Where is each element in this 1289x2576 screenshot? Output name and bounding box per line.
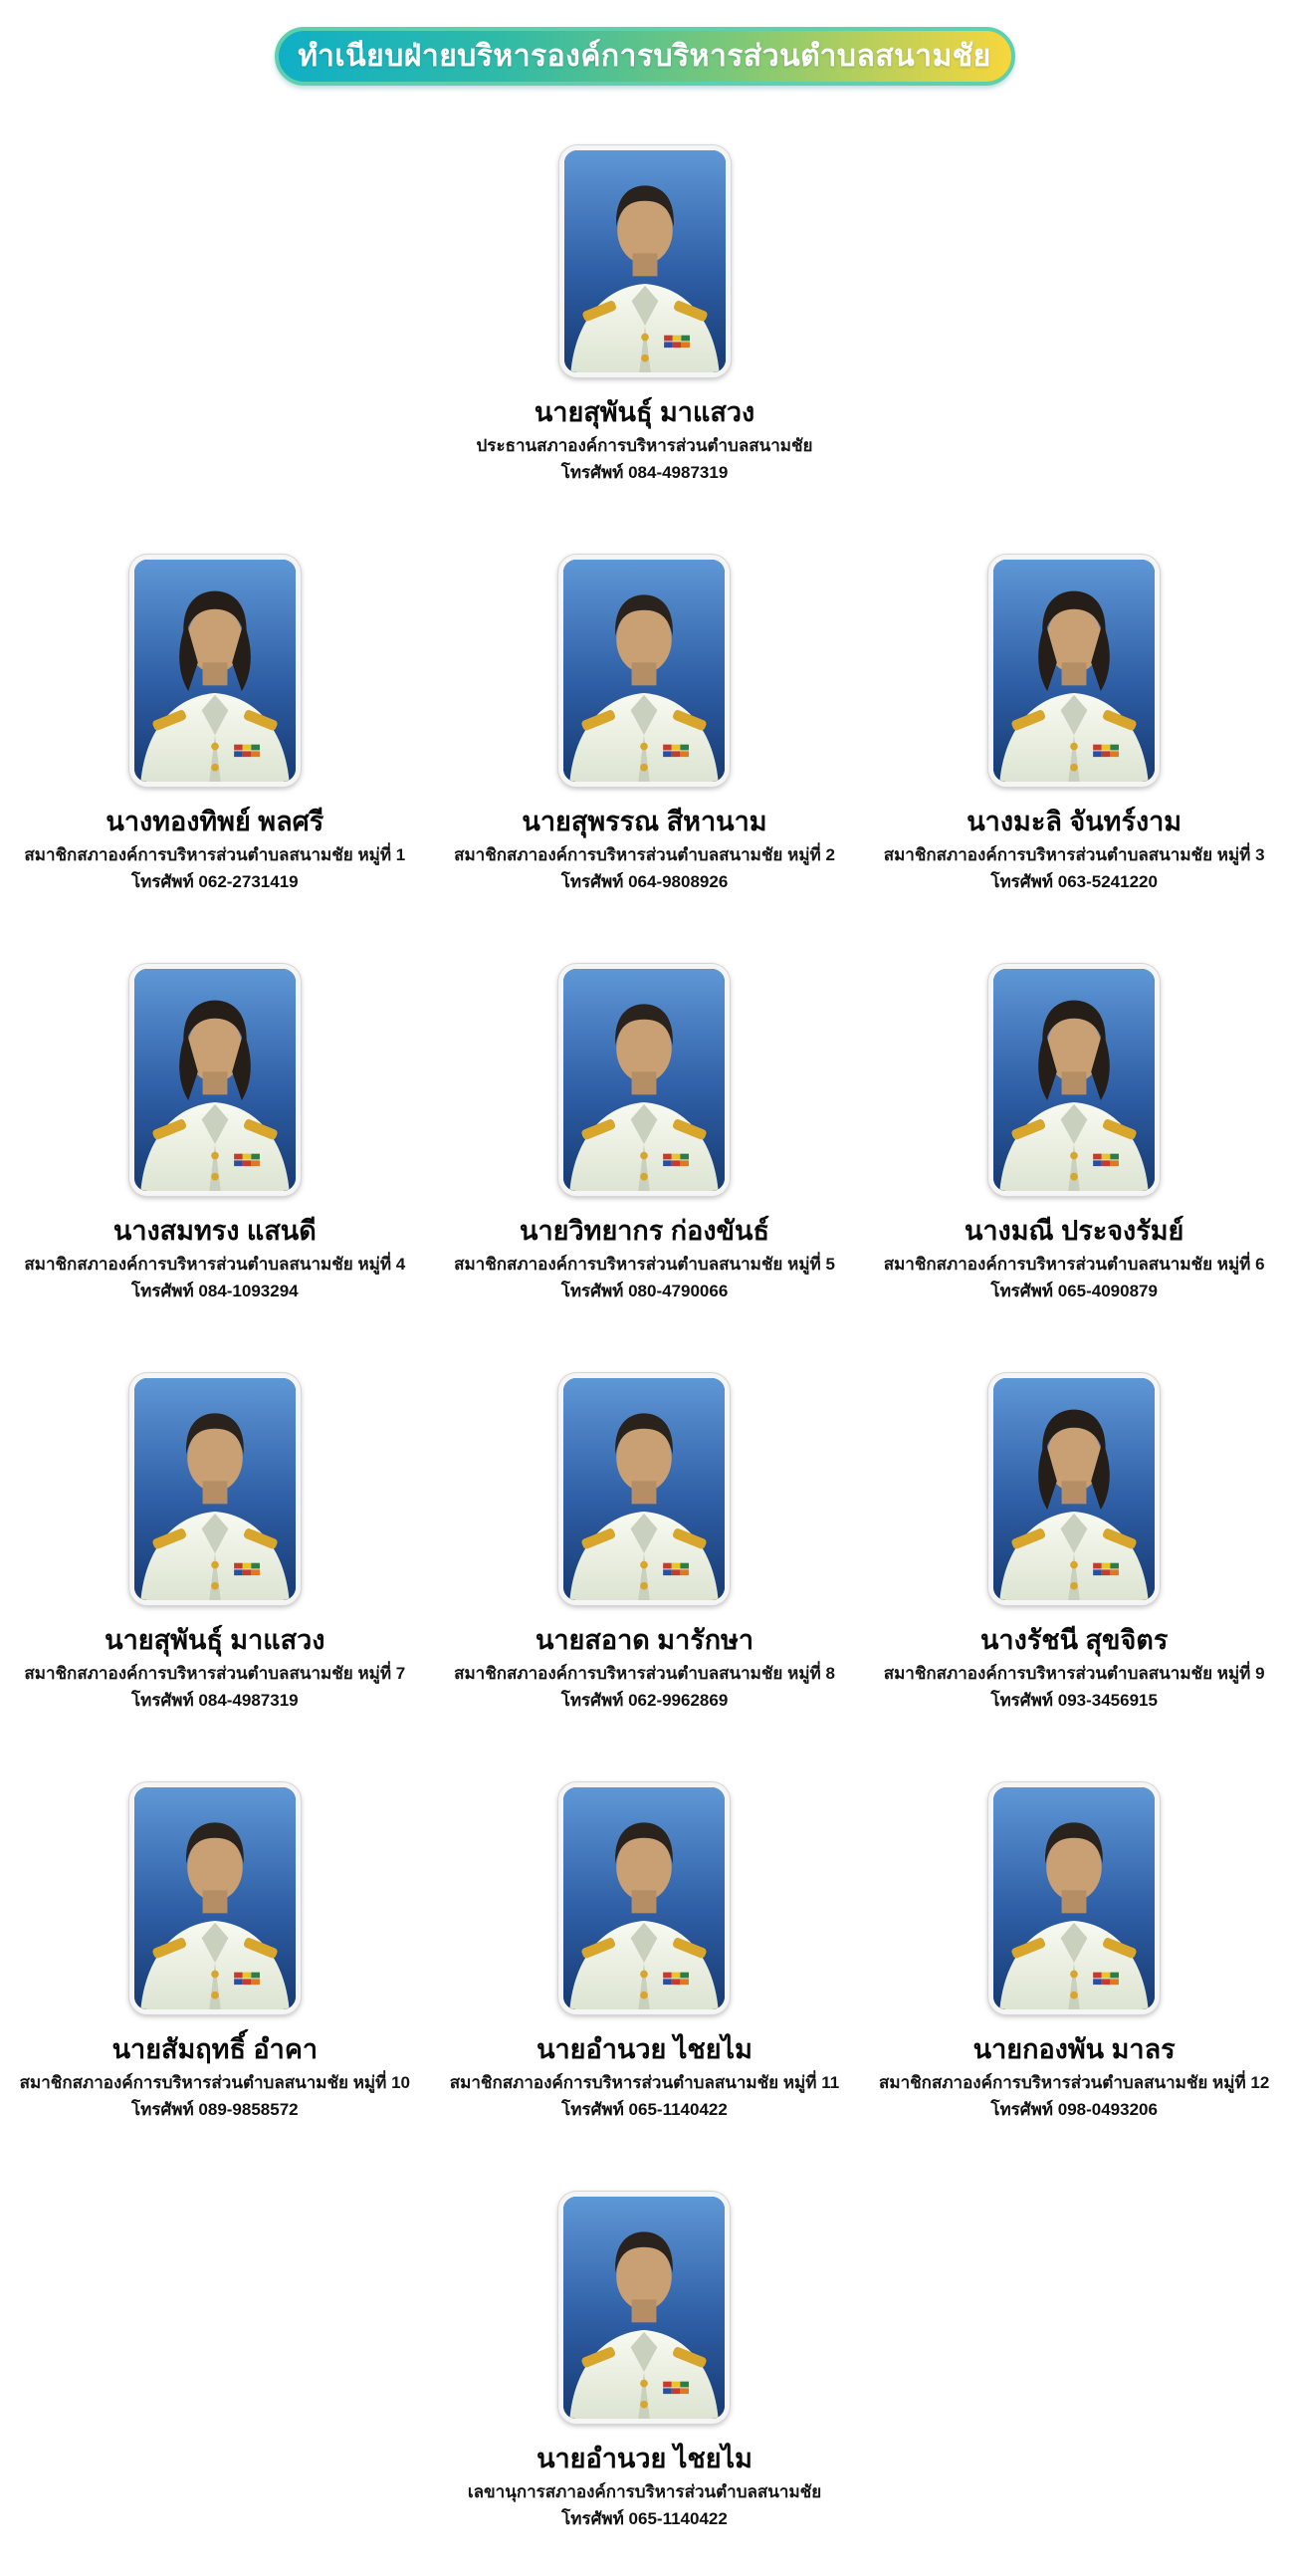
member-portrait-male xyxy=(558,964,730,1196)
member-portrait-male xyxy=(558,1373,730,1605)
member-portrait-male xyxy=(988,1782,1160,2014)
member-portrait-male xyxy=(129,1373,301,1605)
member-position: สมาชิกสภาองค์การบริหารส่วนตำบลสนามชัย หมู่ที่ 7 xyxy=(24,1664,406,1683)
row-members-1-3 xyxy=(0,555,1289,894)
member-phone: โทรศัพท์ 098-0493206 xyxy=(990,2100,1158,2119)
member-position: สมาชิกสภาองค์การบริหารส่วนตำบลสนามชัย หมู่ที่ 5 xyxy=(454,1255,835,1274)
member-position: สมาชิกสภาองค์การบริหารส่วนตำบลสนามชัย หมู่ที่ 12 xyxy=(879,2073,1270,2092)
member-portrait-female xyxy=(988,555,1160,787)
member-phone: โทรศัพท์ 065-1140422 xyxy=(561,2509,728,2528)
member-card xyxy=(0,555,430,894)
row-chairman xyxy=(0,145,1289,485)
member-position: เลขานุการสภาองค์การบริหารส่วนตำบลสนามชัย xyxy=(467,2482,822,2501)
member-portrait-male xyxy=(558,1782,730,2014)
member-portrait-female xyxy=(129,555,301,787)
member-card xyxy=(0,1373,430,1713)
member-name: นายสอาด มารักษา xyxy=(535,1625,754,1655)
member-phone: โทรศัพท์ 089-9858572 xyxy=(131,2100,299,2119)
member-card xyxy=(0,964,430,1303)
member-name: นางมะลิ จันทร์งาม xyxy=(967,807,1182,836)
member-phone: โทรศัพท์ 062-9962869 xyxy=(560,1691,729,1710)
member-name: นายวิทยากร ก่องขันธ์ xyxy=(520,1216,769,1246)
member-phone: โทรศัพท์ 064-9808926 xyxy=(560,872,729,891)
member-name: นายสุพันธุ์ มาแสวง xyxy=(105,1625,325,1655)
member-card xyxy=(468,2192,821,2531)
member-position: สมาชิกสภาองค์การบริหารส่วนตำบลสนามชัย หมู่ที่ 11 xyxy=(449,2073,840,2092)
member-position: สมาชิกสภาองค์การบริหารส่วนตำบลสนามชัย หมู่ที่ 9 xyxy=(883,1664,1265,1683)
member-card xyxy=(430,1373,860,1713)
member-card xyxy=(0,1782,430,2122)
row-members-4-6 xyxy=(0,964,1289,1303)
member-name: นายอำนวย ไชยไม xyxy=(537,2444,752,2473)
member-name: นายกองพัน มาลร xyxy=(972,2034,1176,2064)
member-name: นายสุพรรณ สีหานาม xyxy=(522,807,767,836)
member-position: ประธานสภาองค์การบริหารส่วนตำบลสนามชัย xyxy=(476,436,813,455)
member-position: สมาชิกสภาองค์การบริหารส่วนตำบลสนามชัย หมู่ที่ 8 xyxy=(454,1664,835,1683)
member-phone: โทรศัพท์ 093-3456915 xyxy=(990,1691,1158,1710)
member-name: นางทองทิพย์ พลศรี xyxy=(106,807,324,836)
member-name: นางรัชนี สุขจิตร xyxy=(979,1625,1169,1655)
member-portrait-female xyxy=(988,964,1160,1196)
row-members-7-9 xyxy=(0,1373,1289,1713)
member-name: นายสัมฤทธิ์ อำคา xyxy=(111,2034,319,2064)
member-phone: โทรศัพท์ 065-1140422 xyxy=(561,2100,728,2119)
member-portrait-male xyxy=(129,1782,301,2014)
member-card xyxy=(430,1782,860,2122)
member-phone: โทรศัพท์ 084-1093294 xyxy=(131,1282,299,1300)
row-members-10-12 xyxy=(0,1782,1289,2122)
member-portrait-female xyxy=(129,964,301,1196)
member-phone: โทรศัพท์ 084-4987319 xyxy=(560,463,729,482)
member-card xyxy=(430,555,860,894)
page-title: ทำเนียบฝ่ายบริหารองค์การบริหารส่วนตำบลสนามชัย xyxy=(298,40,991,73)
member-portrait-female xyxy=(988,1373,1160,1605)
member-card xyxy=(859,964,1289,1303)
page-title-banner xyxy=(275,27,1015,86)
member-position: สมาชิกสภาองค์การบริหารส่วนตำบลสนามชัย หมู่ที่ 2 xyxy=(454,845,835,864)
member-phone: โทรศัพท์ 062-2731419 xyxy=(131,872,299,891)
member-name: นายสุพันธุ์ มาแสวง xyxy=(534,397,755,427)
member-card xyxy=(859,1782,1289,2122)
member-position: สมาชิกสภาองค์การบริหารส่วนตำบลสนามชัย หมู่ที่ 3 xyxy=(883,845,1265,864)
member-position: สมาชิกสภาองค์การบริหารส่วนตำบลสนามชัย หมู่ที่ 1 xyxy=(24,845,406,864)
member-card xyxy=(859,555,1289,894)
member-position: สมาชิกสภาองค์การบริหารส่วนตำบลสนามชัย หมู่ที่ 4 xyxy=(24,1255,406,1274)
member-name: นางมณี ประจงรัมย์ xyxy=(964,1216,1184,1246)
member-phone: โทรศัพท์ 065-4090879 xyxy=(990,1282,1158,1300)
member-phone: โทรศัพท์ 080-4790066 xyxy=(560,1282,729,1300)
member-name: นางสมทรง แสนดี xyxy=(112,1216,317,1246)
member-card xyxy=(430,964,860,1303)
member-phone: โทรศัพท์ 084-4987319 xyxy=(131,1691,299,1710)
member-position: สมาชิกสภาองค์การบริหารส่วนตำบลสนามชัย หมู่ที่ 10 xyxy=(19,2073,410,2092)
member-portrait-male xyxy=(558,555,730,787)
directory-page xyxy=(0,27,1289,2531)
member-name: นายอำนวย ไชยไม xyxy=(537,2034,752,2064)
member-card xyxy=(859,1373,1289,1713)
member-card xyxy=(477,145,813,485)
member-position: สมาชิกสภาองค์การบริหารส่วนตำบลสนามชัย หมู่ที่ 6 xyxy=(883,1255,1265,1274)
member-phone: โทรศัพท์ 063-5241220 xyxy=(990,872,1158,891)
member-portrait-male xyxy=(559,145,731,377)
row-secretary xyxy=(0,2192,1289,2531)
member-portrait-male xyxy=(558,2192,730,2424)
